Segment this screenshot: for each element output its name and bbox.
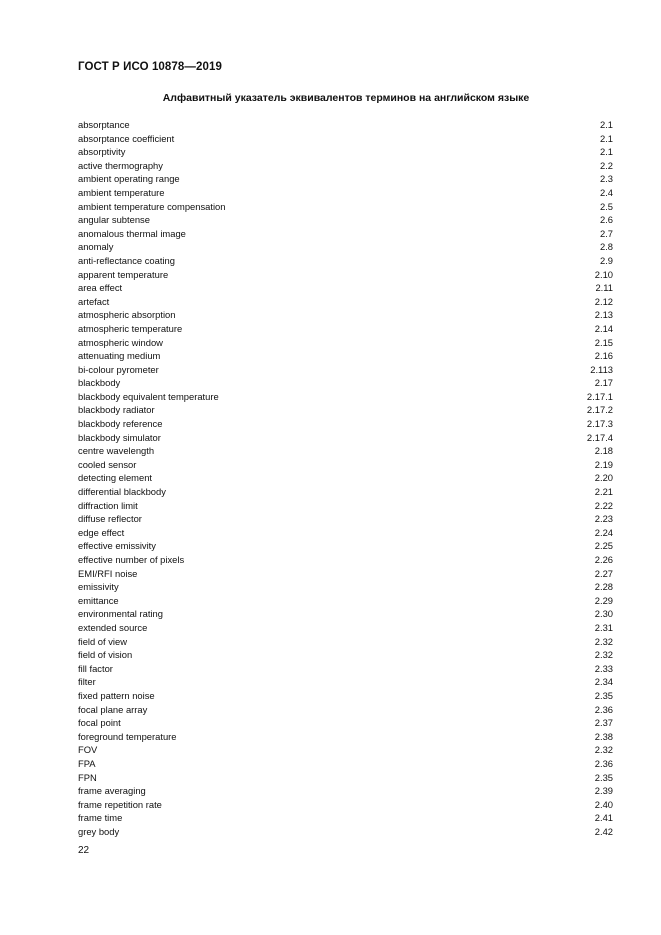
index-reference: 2.26: [594, 554, 613, 565]
index-reference: 2.20: [594, 472, 613, 484]
index-entry: [78, 336, 613, 350]
index-term: frame time: [78, 812, 123, 824]
index-term: atmospheric absorption: [78, 309, 176, 321]
index-term: FPN: [78, 771, 97, 783]
index-entry: [78, 471, 613, 485]
index-reference: 2.38: [594, 730, 613, 742]
index-term: bi-colour pyrometer: [78, 363, 159, 375]
index-reference: 2.30: [594, 608, 613, 620]
index-reference: 2.17.4: [586, 431, 613, 443]
index-entry: [78, 621, 613, 635]
index-term: anomaly: [78, 241, 114, 253]
index-reference: 2.7: [599, 227, 613, 239]
index-entry: [78, 227, 613, 241]
index-entry: [78, 825, 613, 839]
index-term: centre wavelength: [78, 445, 155, 457]
index-entry: [78, 512, 613, 526]
index-entry: [78, 200, 613, 214]
index-term: fill factor: [78, 662, 113, 674]
index-entry: [78, 281, 613, 295]
index-entry: [78, 811, 613, 825]
index-reference: 2.34: [594, 676, 613, 688]
index-reference: 2.4: [599, 186, 613, 198]
index-reference: 2.113: [590, 363, 613, 375]
index-entry: [78, 703, 613, 717]
index-reference: 2.32: [594, 744, 613, 756]
index-entry: [78, 771, 613, 785]
index-term: emissivity: [78, 581, 119, 593]
index-entry: [78, 118, 613, 132]
index-entry: [78, 390, 613, 404]
index-term: blackbody equivalent temperature: [78, 390, 219, 402]
index-term: effective number of pixels: [78, 554, 185, 565]
document-code: ГОСТ Р ИСО 10878—2019: [78, 61, 223, 73]
index-entry: [78, 132, 613, 146]
index-reference: 2.33: [594, 662, 613, 674]
index-term: foreground temperature: [78, 730, 177, 742]
index-term: EMI/RFI noise: [78, 567, 138, 579]
index-reference: 2.35: [594, 689, 613, 701]
index-reference: 2.9: [599, 254, 613, 266]
index-term: detecting element: [78, 472, 153, 484]
index-reference: 2.17.2: [586, 404, 613, 416]
index-term: frame repetition rate: [78, 798, 162, 810]
index-reference: 2.8: [599, 241, 613, 253]
index-entry: [78, 716, 613, 730]
index-reference: 2.28: [594, 581, 613, 593]
index-entry: [78, 594, 613, 608]
index-entry: [78, 635, 613, 649]
index-term: attenuating medium: [78, 350, 161, 362]
index-term: anti-reflectance coating: [78, 254, 175, 266]
index-term: blackbody radiator: [78, 404, 155, 416]
index-reference: 2.31: [594, 621, 613, 633]
index-term: atmospheric window: [78, 336, 163, 348]
index-reference: 2.40: [594, 798, 613, 810]
index-entry: [78, 648, 613, 662]
page-number: 22: [78, 845, 90, 856]
index-term: edge effect: [78, 526, 125, 538]
index-entry: [78, 376, 613, 390]
index-reference: 2.35: [594, 771, 613, 783]
index-term: angular subtense: [78, 214, 150, 226]
index-reference: 2.2: [599, 159, 613, 171]
index-term: artefact: [78, 295, 110, 307]
index-reference: 2.42: [594, 825, 613, 837]
index-reference: 2.21: [594, 486, 613, 498]
index-entry: [78, 553, 613, 567]
index-term: absorptivity: [78, 146, 126, 158]
index-reference: 2.15: [594, 336, 613, 348]
index-term: anomalous thermal image: [78, 227, 186, 239]
index-entry: [78, 567, 613, 581]
index-term: environmental rating: [78, 608, 163, 620]
index-reference: 2.17.1: [586, 390, 613, 402]
index-term: atmospheric temperature: [78, 322, 183, 334]
index-entry: [78, 526, 613, 540]
index-entry: [78, 213, 613, 227]
index-term: diffraction limit: [78, 499, 138, 511]
index-term: extended source: [78, 621, 148, 633]
index-term: FOV: [78, 744, 98, 756]
index-entry: [78, 145, 613, 159]
index-term: blackbody: [78, 377, 121, 389]
index-reference: 2.27: [594, 567, 613, 579]
index-term: blackbody simulator: [78, 431, 161, 443]
index-reference: 2.1: [599, 119, 613, 130]
index-term: absorptance: [78, 119, 130, 130]
index-entry: [78, 689, 613, 703]
index-entry: [78, 580, 613, 594]
index-entry: [78, 431, 613, 445]
index-entry: [78, 403, 613, 417]
index-reference: 2.17.3: [586, 418, 613, 430]
index-term: active thermography: [78, 159, 163, 171]
index-entry: [78, 539, 613, 553]
index-reference: 2.24: [594, 526, 613, 538]
index-entry: [78, 186, 613, 200]
index-entry: [78, 444, 613, 458]
index-entry: [78, 240, 613, 254]
index-reference: 2.32: [594, 635, 613, 647]
index-reference: 2.36: [594, 757, 613, 769]
index-term: effective emissivity: [78, 540, 156, 552]
index-title: Алфавитный указатель эквивалентов терминов на английском языке: [162, 92, 530, 104]
index-reference: 2.11: [595, 282, 613, 294]
index-entry: [78, 322, 613, 336]
index-term: focal plane array: [78, 703, 148, 715]
index-entry: [78, 308, 613, 322]
index-term: fixed pattern noise: [78, 689, 155, 701]
index-entry: [78, 458, 613, 472]
index-reference: 2.17: [594, 377, 613, 389]
index-reference: 2.36: [594, 703, 613, 715]
index-term: absorptance coefficient: [78, 132, 175, 144]
index-entry: [78, 159, 613, 173]
index-reference: 2.25: [594, 540, 613, 552]
index-reference: 2.5: [599, 200, 613, 212]
index-reference: 2.22: [594, 499, 613, 511]
index-entry: [78, 417, 613, 431]
index-term: differential blackbody: [78, 486, 166, 498]
index-term: focal point: [78, 717, 121, 729]
index-term: diffuse reflector: [78, 513, 142, 525]
index-entry: [78, 499, 613, 513]
index-reference: 2.41: [594, 812, 613, 824]
index-entry: [78, 757, 613, 771]
index-reference: 2.10: [594, 268, 613, 280]
index-entry: [78, 254, 613, 268]
index-reference: 2.29: [594, 594, 613, 606]
index-entry: [78, 172, 613, 186]
index-term: blackbody reference: [78, 418, 163, 430]
index-reference: 2.19: [594, 458, 613, 470]
index-term: frame averaging: [78, 785, 146, 797]
index-term: grey body: [78, 825, 120, 837]
index-reference: 2.32: [594, 649, 613, 661]
index-term: area effect: [78, 282, 123, 294]
index-reference: 2.3: [599, 173, 613, 185]
index-term: FPA: [78, 757, 96, 769]
index-term: field of vision: [78, 649, 133, 661]
index-reference: 2.37: [594, 717, 613, 729]
index-reference: 2.1: [599, 146, 613, 158]
index-term: filter: [78, 676, 96, 688]
index-term: cooled sensor: [78, 458, 137, 470]
index-reference: 2.39: [594, 785, 613, 797]
index-entry: [78, 784, 613, 798]
index-term: ambient temperature compensation: [78, 200, 226, 212]
index-term: ambient temperature: [78, 186, 165, 198]
index-entry: [78, 363, 613, 377]
index-reference: 2.6: [599, 214, 613, 226]
index-reference: 2.18: [594, 445, 613, 457]
index-list: [78, 118, 613, 838]
index-reference: 2.16: [594, 350, 613, 362]
index-entry: [78, 730, 613, 744]
index-entry: [78, 349, 613, 363]
index-term: emittance: [78, 594, 119, 606]
index-entry: [78, 675, 613, 689]
index-reference: 2.12: [594, 295, 613, 307]
index-term: ambient operating range: [78, 173, 180, 185]
index-entry: [78, 743, 613, 757]
index-entry: [78, 607, 613, 621]
index-entry: [78, 295, 613, 309]
index-reference: 2.14: [594, 322, 613, 334]
index-term: apparent temperature: [78, 268, 169, 280]
index-term: field of view: [78, 635, 127, 647]
index-reference: 2.1: [599, 132, 613, 144]
index-entry: [78, 485, 613, 499]
index-reference: 2.13: [594, 309, 613, 321]
index-entry: [78, 662, 613, 676]
index-reference: 2.23: [594, 513, 613, 525]
index-entry: [78, 798, 613, 812]
index-entry: [78, 268, 613, 282]
